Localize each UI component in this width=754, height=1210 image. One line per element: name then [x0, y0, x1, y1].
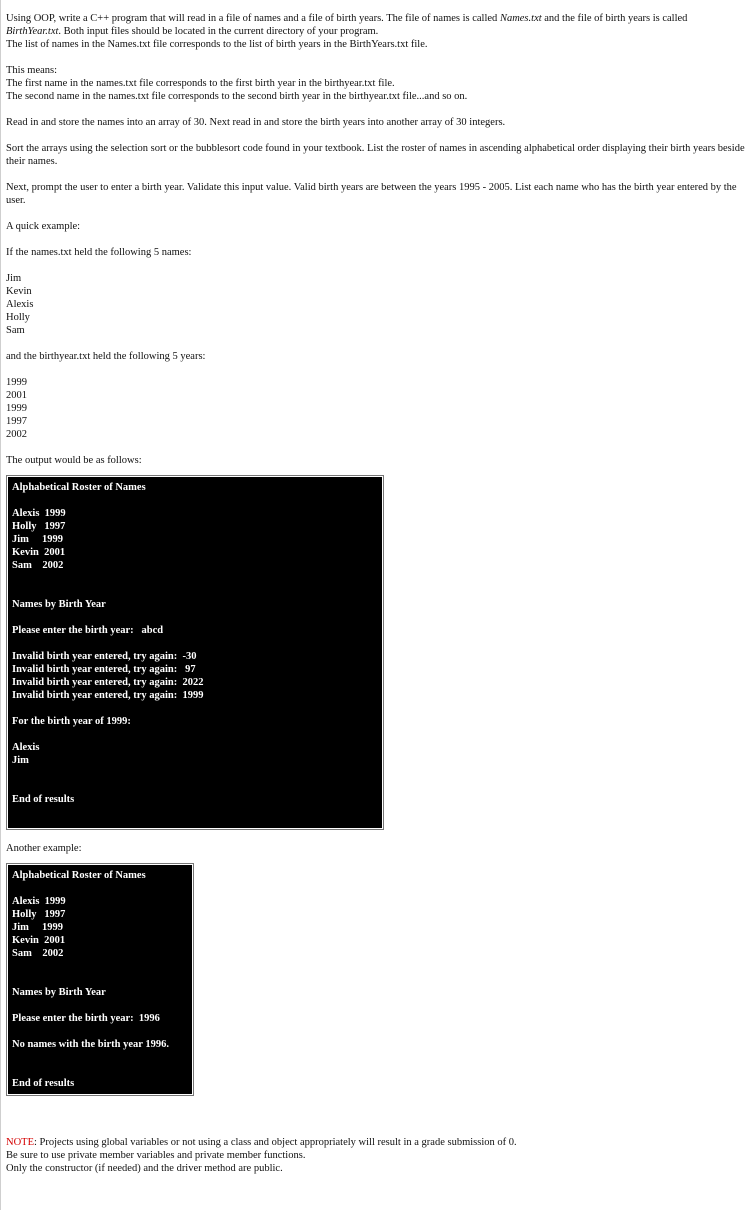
intro-paragraph: [6, 12, 748, 51]
console-line: Please enter the birth year: 1996: [12, 1013, 160, 1024]
console-line: [12, 780, 378, 793]
console-line: Jim: [12, 755, 29, 766]
list-item: Holly: [6, 312, 30, 323]
console-line: Jim 1999: [12, 534, 64, 545]
list-item: 1999: [6, 377, 27, 388]
means-paragraph: [6, 64, 748, 103]
console-line: Invalid birth year entered, try again: 2022: [12, 677, 204, 688]
prompt-paragraph: Next, prompt the user to enter a birth year. Validate this input value. Valid birth years are between the years 1995 - 2005. List each name who has the birth year entered by the user.: [6, 182, 737, 206]
list-item: Kevin: [6, 286, 32, 297]
intro-text-4: The list of names in the Names.txt file corresponds to the list of birth years in the BirthYears.txt file.: [6, 39, 428, 50]
assignment-document: [6, 12, 748, 1175]
names-file-name: Names.txt: [499, 13, 542, 24]
another-example-label: Another example:: [6, 843, 82, 854]
intro-text-3: . Both input files should be located in the current directory of your program.: [58, 26, 379, 37]
console-line: [12, 702, 378, 715]
console-output-1: [8, 477, 382, 828]
console-line: [12, 572, 378, 585]
console-line: Sam 2002: [12, 560, 64, 571]
console-line: Names by Birth Year: [12, 987, 106, 998]
console-line: End of results: [12, 1078, 75, 1089]
console-line: Alexis 1999: [12, 508, 66, 519]
console-line: [12, 973, 188, 986]
console-line: Sam 2002: [12, 948, 64, 959]
note-paragraph: [6, 1136, 748, 1175]
list-item: Alexis: [6, 299, 34, 310]
console-line: [12, 1051, 188, 1064]
console-line: Please enter the birth year: abcd: [12, 625, 164, 636]
means-line-1: The first name in the names.txt file corresponds to the first birth year in the birthyear.txt file.: [6, 78, 395, 89]
console-line: For the birth year of 1999:: [12, 716, 131, 727]
console-line: [12, 999, 188, 1012]
console-line: Alphabetical Roster of Names: [12, 482, 146, 493]
page-left-border: [0, 0, 1, 1210]
note-label: NOTE: [6, 1137, 34, 1148]
years-intro: and the birthyear.txt held the following 5 years:: [6, 351, 206, 362]
list-item: 2001: [6, 390, 27, 401]
list-item: 1999: [6, 403, 27, 414]
console-line: [12, 728, 378, 741]
note-line-2: Be sure to use private member variables and private member functions.: [6, 1150, 306, 1161]
note-line-1: : Projects using global variables or not using a class and object appropriately will result in a grade submission of 0.: [34, 1137, 517, 1148]
console-line: Names by Birth Year: [12, 599, 106, 610]
console-line: Alexis 1999: [12, 896, 66, 907]
list-item: Sam: [6, 325, 25, 336]
console-line: Invalid birth year entered, try again: 1999: [12, 690, 204, 701]
console-line: [12, 1064, 188, 1077]
console-line: Alexis: [12, 742, 40, 753]
note-line-3: Only the constructor (if needed) and the driver method are public.: [6, 1163, 283, 1174]
console-output-2: [8, 865, 192, 1094]
intro-text-1: Using OOP, write a C++ program that will read in a file of names and a file of birth years. The file of names is called: [6, 13, 500, 24]
console-line: [12, 494, 378, 507]
console-line: [12, 585, 378, 598]
console-line: Alphabetical Roster of Names: [12, 870, 146, 881]
console-line: Jim 1999: [12, 922, 64, 933]
names-list: [6, 272, 748, 337]
read-paragraph: Read in and store the names into an array of 30. Next read in and store the birth years into another array of 30 integers.: [6, 117, 506, 128]
console-line: [12, 637, 378, 650]
birthyear-file-name: BirthYear.txt: [6, 26, 59, 37]
names-intro: If the names.txt held the following 5 names:: [6, 247, 192, 258]
sort-paragraph: Sort the arrays using the selection sort or the bubblesort code found in your textbook. List the roster of names in ascending alphabetical order displaying their birth years beside their names.: [6, 143, 745, 167]
console-line: Kevin 2001: [12, 547, 66, 558]
output-intro: The output would be as follows:: [6, 455, 142, 466]
intro-text-2: and the file of birth years is called: [541, 13, 688, 24]
console-line: [12, 882, 188, 895]
console-line: Kevin 2001: [12, 935, 66, 946]
means-line-2: The second name in the names.txt file corresponds to the second birth year in the birthyear.txt file...and so on.: [6, 91, 468, 102]
list-item: Jim: [6, 273, 22, 284]
console-line: [12, 1025, 188, 1038]
console-line: Invalid birth year entered, try again: -30: [12, 651, 197, 662]
console-line: No names with the birth year 1996.: [12, 1039, 170, 1050]
years-list: [6, 376, 748, 441]
means-heading: This means:: [6, 65, 58, 76]
console-line: [12, 611, 378, 624]
console-line: End of results: [12, 794, 75, 805]
console-line: Holly 1997: [12, 909, 66, 920]
console-line: [12, 960, 188, 973]
console-line: Invalid birth year entered, try again: 97: [12, 664, 196, 675]
list-item: 1997: [6, 416, 27, 427]
list-item: 2002: [6, 429, 27, 440]
console-line: [12, 767, 378, 780]
console-line: Holly 1997: [12, 521, 66, 532]
quick-example-label: A quick example:: [6, 221, 81, 232]
